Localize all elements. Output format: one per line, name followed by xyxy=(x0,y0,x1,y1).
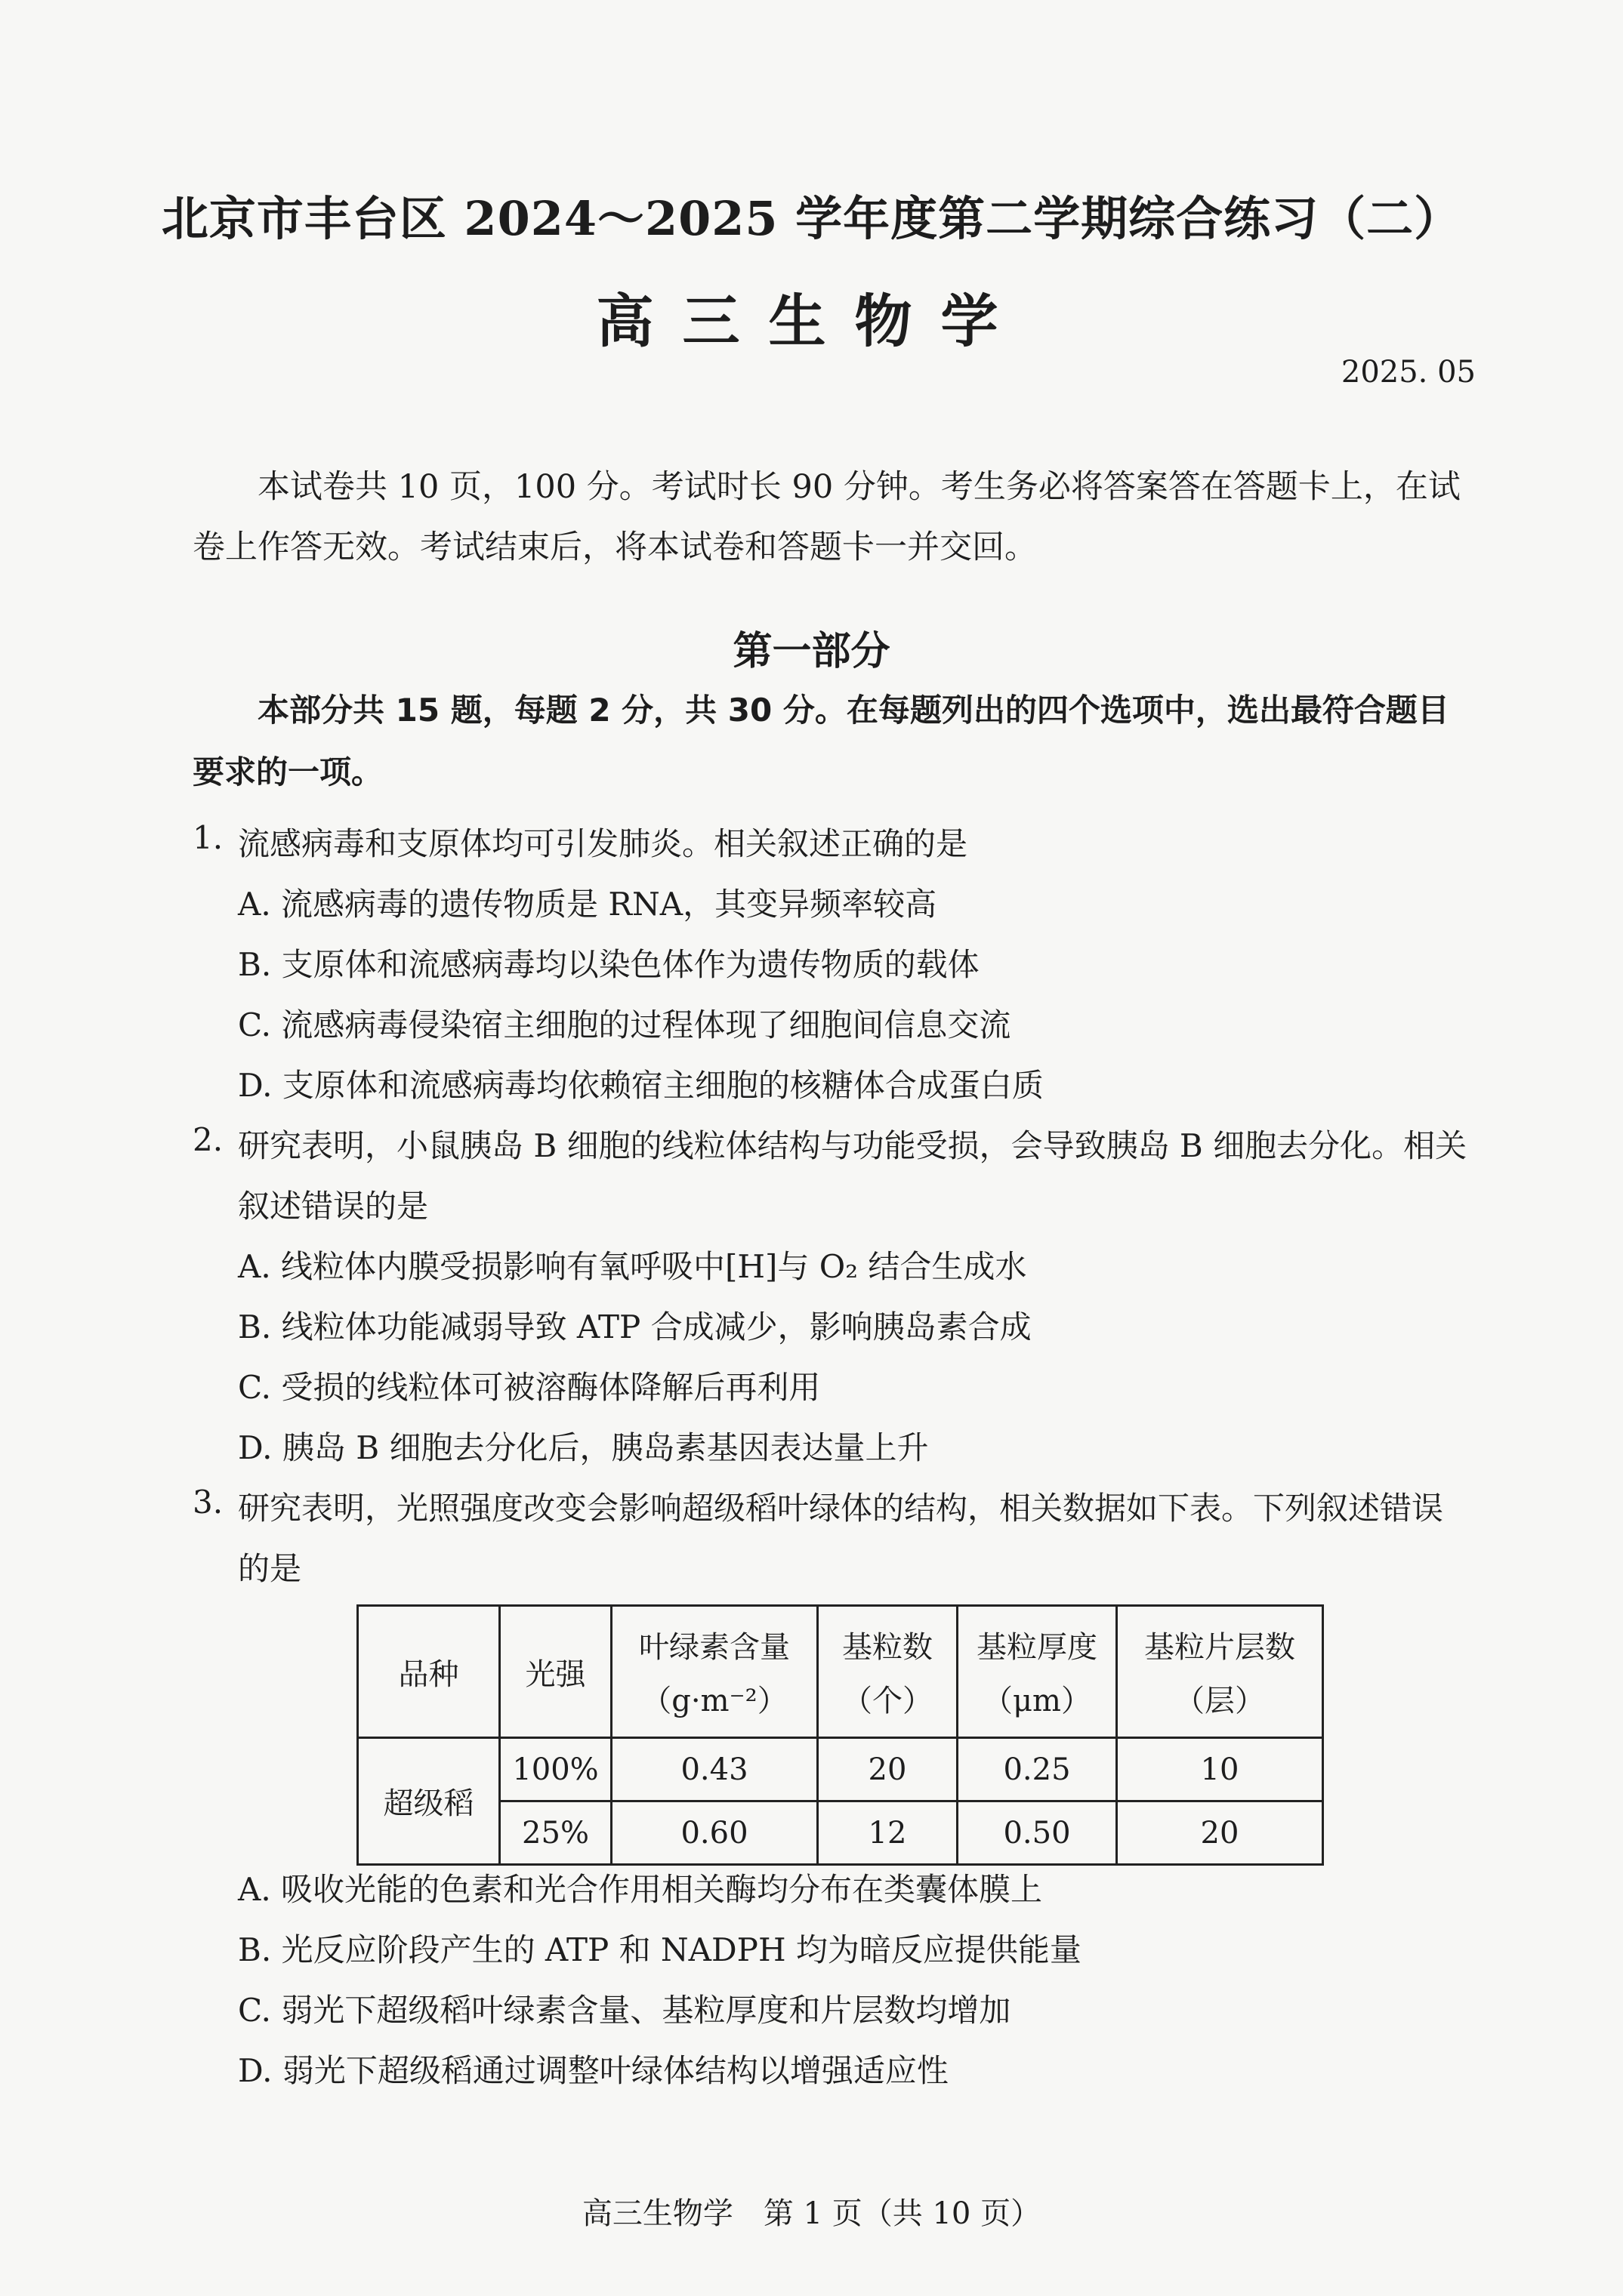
grana-thickness-cell: 0.25 xyxy=(958,1738,1117,1801)
question-stem: 研究表明，小鼠胰岛 B 细胞的线粒体结构与功能受损，会导致胰岛 B 细胞去分化。相关 xyxy=(238,1127,1467,1164)
option-a: A. 吸收光能的色素和光合作用相关酶均分布在类囊体膜上 xyxy=(238,1871,1043,1908)
option-c: C. 弱光下超级稻叶绿素含量、基粒厚度和片层数均增加 xyxy=(238,1992,1011,2029)
option-a: A. 流感病毒的遗传物质是 RNA，其变异频率较高 xyxy=(238,886,937,923)
header-grana-count xyxy=(818,1606,958,1738)
header-lamella-layers xyxy=(1117,1606,1323,1738)
header-light: 光强 xyxy=(500,1606,612,1738)
option-b: B. 支原体和流感病毒均以染色体作为遗传物质的载体 xyxy=(238,946,980,983)
option-d: D. 支原体和流感病毒均依赖宿主细胞的核糖体合成蛋白质 xyxy=(238,1067,1044,1104)
section-title: 第一部分 xyxy=(733,629,890,674)
question-stem-cont: 叙述错误的是 xyxy=(238,1188,429,1225)
option-b: B. 光反应阶段产生的 ATP 和 NADPH 均为暗反应提供能量 xyxy=(238,1931,1081,1968)
exam-title: 北京市丰台区 2024～2025 学年度第二学期综合练习（二） xyxy=(161,191,1462,246)
header-chlorophyll-unit: （g·m⁻²） xyxy=(641,1684,788,1718)
light-cell: 25% xyxy=(500,1801,612,1865)
table-row xyxy=(358,1801,1323,1865)
question-number: 3. xyxy=(193,1484,224,1521)
header-lamella-layers-unit: （层） xyxy=(1174,1684,1265,1718)
grana-count-cell: 20 xyxy=(818,1738,958,1801)
question-stem: 流感病毒和支原体均可引发肺炎。相关叙述正确的是 xyxy=(238,825,968,862)
light-cell: 100% xyxy=(500,1738,612,1801)
header-lamella-layers-label: 基粒片层数 xyxy=(1144,1630,1295,1665)
option-d: D. 弱光下超级稻通过调整叶绿体结构以增强适应性 xyxy=(238,2052,949,2089)
header-grana-thickness xyxy=(958,1606,1117,1738)
option-d: D. 胰岛 B 细胞去分化后，胰岛素基因表达量上升 xyxy=(238,1429,929,1466)
page-footer: 高三生物学 第 1 页（共 10 页） xyxy=(582,2196,1041,2231)
header-chlorophyll-label: 叶绿素含量 xyxy=(639,1630,790,1665)
subject-title: 高三生物学 xyxy=(596,288,1027,355)
exam-date: 2025. 05 xyxy=(1341,355,1476,390)
header-grana-count-label: 基粒数 xyxy=(842,1630,933,1665)
option-c: C. 流感病毒侵染宿主细胞的过程体现了细胞间信息交流 xyxy=(238,1006,1011,1043)
option-c: C. 受损的线粒体可被溶酶体降解后再利用 xyxy=(238,1369,821,1406)
table-row xyxy=(358,1738,1323,1801)
question-stem-cont: 的是 xyxy=(238,1550,302,1587)
header-variety: 品种 xyxy=(358,1606,500,1738)
header-chlorophyll xyxy=(612,1606,818,1738)
header-grana-thickness-unit: （μm） xyxy=(983,1684,1091,1718)
header-grana-count-unit: （个） xyxy=(842,1684,933,1718)
variety-cell: 超级稻 xyxy=(358,1738,500,1865)
header-grana-thickness-label: 基粒厚度 xyxy=(977,1630,1097,1665)
exam-instructions: 本试卷共 10 页，100 分。考试时长 90 分钟。考生务必将答案答在答题卡上，在试卷上作答无效。考试结束后，将本试卷和答题卡一并交回。 xyxy=(193,468,1461,566)
chlorophyll-cell: 0.43 xyxy=(612,1738,818,1801)
grana-thickness-cell: 0.50 xyxy=(958,1801,1117,1865)
chlorophyll-cell: 0.60 xyxy=(612,1801,818,1865)
chloroplast-data-table xyxy=(356,1604,1324,1866)
question-stem: 研究表明，光照强度改变会影响超级稻叶绿体的结构，相关数据如下表。下列叙述错误 xyxy=(238,1490,1444,1527)
lamella-layers-cell: 20 xyxy=(1117,1801,1323,1865)
question-number: 1. xyxy=(193,819,224,856)
option-a: A. 线粒体内膜受损影响有氧呼吸中[H]与 O₂ 结合生成水 xyxy=(238,1248,1027,1285)
option-b: B. 线粒体功能减弱导致 ATP 合成减少，影响胰岛素合成 xyxy=(238,1308,1032,1345)
section-description: 本部分共 15 题，每题 2 分，共 30 分。在每题列出的四个选项中，选出最符合题目要求的一项。 xyxy=(193,692,1449,791)
lamella-layers-cell: 10 xyxy=(1117,1738,1323,1801)
grana-count-cell: 12 xyxy=(818,1801,958,1865)
question-number: 2. xyxy=(193,1121,224,1158)
